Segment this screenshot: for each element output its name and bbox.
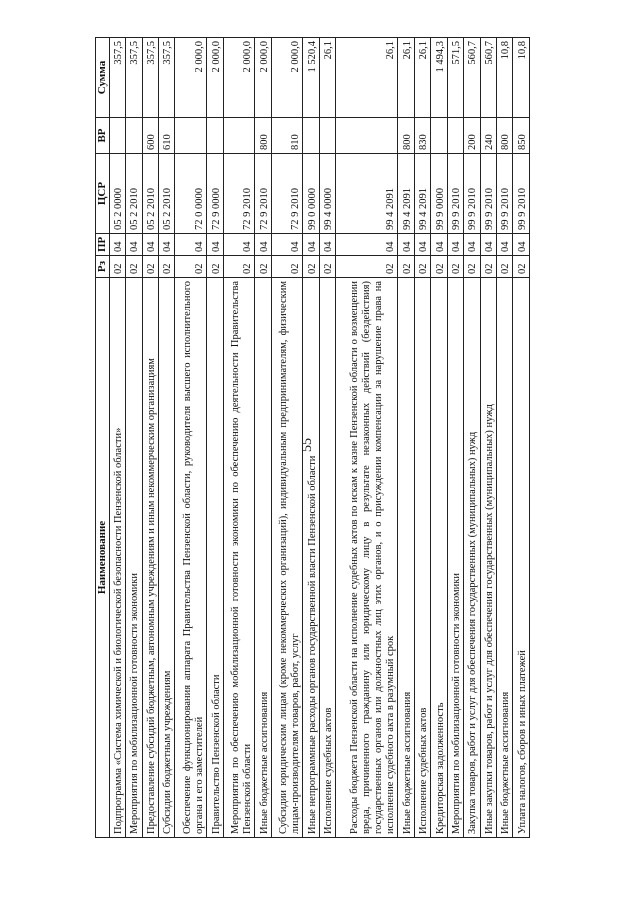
table-row (414, 38, 430, 838)
header-sum: Сумма (96, 38, 110, 118)
cell-name: Закупка товаров, работ и услуг для обеспечения государственных (муниципальных) нужд (464, 278, 480, 838)
cell-vr: 800 (255, 118, 271, 154)
cell-name: Исполнение судебных актов (414, 278, 430, 838)
header-rz: Рз (96, 256, 110, 278)
cell-rz: 02 (480, 256, 496, 278)
header-vr: ВР (96, 118, 110, 154)
cell-vr (447, 118, 463, 154)
cell-pr: 04 (255, 234, 271, 256)
cell-csr: 99 9 2010 (464, 154, 480, 234)
cell-vr: 800 (497, 118, 513, 154)
budget-table (95, 37, 530, 838)
table-row (513, 38, 530, 838)
table-row (109, 38, 125, 838)
cell-csr: 72 9 2010 (271, 154, 303, 234)
cell-sum: 357,5 (159, 38, 175, 118)
cell-name: Кредиторская задолженность (431, 278, 447, 838)
cell-vr: 800 (398, 118, 414, 154)
cell-csr: 72 9 0000 (207, 154, 223, 234)
cell-csr: 99 4 2091 (414, 154, 430, 234)
cell-sum: 2 000,0 (271, 38, 303, 118)
cell-pr: 04 (109, 234, 125, 256)
cell-name: Предоставление субсидий бюджетным, автономным учреждениям и иным некоммерческим организациям (142, 278, 158, 838)
cell-sum: 26,1 (414, 38, 430, 118)
cell-name: Иные бюджетные ассигнования (255, 278, 271, 838)
cell-pr: 04 (142, 234, 158, 256)
cell-pr: 04 (336, 234, 398, 256)
table-row (480, 38, 496, 838)
table-row (319, 38, 335, 838)
cell-name: Иные закупки товаров, работ и услуг для обеспечения государственных (муниципальных) нужд (480, 278, 496, 838)
cell-csr: 05 2 2010 (142, 154, 158, 234)
table-row (175, 38, 207, 838)
cell-pr: 04 (303, 234, 319, 256)
cell-pr: 04 (464, 234, 480, 256)
cell-pr: 04 (414, 234, 430, 256)
table-row (336, 38, 398, 838)
cell-rz: 02 (336, 256, 398, 278)
cell-rz: 02 (303, 256, 319, 278)
cell-rz: 02 (255, 256, 271, 278)
cell-rz: 02 (497, 256, 513, 278)
cell-name: Правительство Пензенской области (207, 278, 223, 838)
cell-rz: 02 (207, 256, 223, 278)
cell-pr: 04 (480, 234, 496, 256)
cell-sum: 1 520,4 (303, 38, 319, 118)
page-number: 55 (300, 438, 315, 452)
table-row (398, 38, 414, 838)
cell-rz: 02 (464, 256, 480, 278)
cell-rz: 02 (159, 256, 175, 278)
cell-rz: 02 (142, 256, 158, 278)
cell-vr: 610 (159, 118, 175, 154)
cell-name: Исполнение судебных актов (319, 278, 335, 838)
table-row (431, 38, 447, 838)
cell-csr: 99 4 2091 (336, 154, 398, 234)
cell-name: Уплата налогов, сборов и иных платежей (513, 278, 530, 838)
cell-csr: 72 9 2010 (223, 154, 255, 234)
cell-csr: 99 9 0000 (431, 154, 447, 234)
cell-name: Иные непрограммные расходы органов государственной власти Пензенской области (303, 278, 319, 838)
cell-pr: 04 (271, 234, 303, 256)
cell-vr: 850 (513, 118, 530, 154)
cell-sum: 560,7 (464, 38, 480, 118)
cell-pr: 04 (207, 234, 223, 256)
table-row (464, 38, 480, 838)
cell-sum: 26,1 (336, 38, 398, 118)
cell-pr: 04 (497, 234, 513, 256)
table-body (109, 38, 529, 838)
cell-rz: 02 (319, 256, 335, 278)
cell-sum: 2 000,0 (175, 38, 207, 118)
header-csr: ЦСР (96, 154, 110, 234)
cell-sum: 357,5 (142, 38, 158, 118)
cell-vr: 200 (464, 118, 480, 154)
cell-rz: 02 (271, 256, 303, 278)
header-pr: ПР (96, 234, 110, 256)
cell-name: Подпрограмма «Система химической и биологической безопасности Пензенской области» (109, 278, 125, 838)
cell-sum: 357,5 (126, 38, 142, 118)
table-row (207, 38, 223, 838)
table-row (255, 38, 271, 838)
cell-vr (223, 118, 255, 154)
cell-pr: 04 (223, 234, 255, 256)
cell-vr (431, 118, 447, 154)
cell-sum: 26,1 (319, 38, 335, 118)
cell-sum: 1 494,3 (431, 38, 447, 118)
cell-name: Расходы бюджета Пензенской области на исполнение судебных актов по искам к казне Пензенской области о возмещении вреда, причиненного гражданину или юридическому лицу в результате незаконных действий (бездействия) государственных органов или должностных лиц этих органов, и о присуждении компенсации за нарушение права на исполнение судебного акта в разумный срок (336, 278, 398, 838)
cell-rz: 02 (398, 256, 414, 278)
cell-pr: 04 (319, 234, 335, 256)
cell-vr: 600 (142, 118, 158, 154)
cell-csr: 99 4 0000 (319, 154, 335, 234)
cell-rz: 02 (223, 256, 255, 278)
cell-vr (175, 118, 207, 154)
cell-rz: 02 (126, 256, 142, 278)
cell-sum: 2 000,0 (207, 38, 223, 118)
cell-csr: 05 2 2010 (126, 154, 142, 234)
cell-rz: 02 (414, 256, 430, 278)
cell-name: Иные бюджетные ассигнования (398, 278, 414, 838)
cell-csr: 99 9 2010 (513, 154, 530, 234)
cell-pr: 04 (431, 234, 447, 256)
cell-vr: 810 (271, 118, 303, 154)
cell-vr (207, 118, 223, 154)
cell-sum: 10,8 (513, 38, 530, 118)
cell-pr: 04 (398, 234, 414, 256)
cell-rz: 02 (513, 256, 530, 278)
cell-pr: 04 (447, 234, 463, 256)
cell-rz: 02 (109, 256, 125, 278)
table-row (271, 38, 303, 838)
cell-name: Обеспечение функционирования аппарата Правительства Пензенской области, руководителя высшего исполнительного органа и его заместителей (175, 278, 207, 838)
cell-sum: 26,1 (398, 38, 414, 118)
cell-csr: 99 9 2010 (497, 154, 513, 234)
table-row (303, 38, 319, 838)
cell-pr: 04 (175, 234, 207, 256)
cell-pr: 04 (159, 234, 175, 256)
cell-vr (303, 118, 319, 154)
cell-csr: 72 0 0000 (175, 154, 207, 234)
table-row (447, 38, 463, 838)
cell-csr: 99 0 0000 (303, 154, 319, 234)
cell-csr: 99 4 2091 (398, 154, 414, 234)
table-header-row (96, 38, 110, 838)
cell-rz: 02 (175, 256, 207, 278)
table-row (223, 38, 255, 838)
cell-csr: 99 9 2010 (480, 154, 496, 234)
cell-name: Субсидии юридическим лицам (кроме некоммерческих организаций), индивидуальным предпринимателям, физическим лицам-производителям товаров, работ, услуг (271, 278, 303, 838)
cell-name: Мероприятия по мобилизационной готовности экономики (447, 278, 463, 838)
cell-sum: 2 000,0 (223, 38, 255, 118)
cell-csr: 05 2 0000 (109, 154, 125, 234)
cell-sum: 357,5 (109, 38, 125, 118)
table-row (159, 38, 175, 838)
cell-vr (109, 118, 125, 154)
cell-vr: 240 (480, 118, 496, 154)
cell-name: Мероприятия по обеспечению мобилизационной готовности экономики по обеспечению деятельности Правительства Пензенской области (223, 278, 255, 838)
cell-sum: 571,5 (447, 38, 463, 118)
cell-rz: 02 (431, 256, 447, 278)
cell-name: Субсидии бюджетным учреждениям (159, 278, 175, 838)
cell-csr: 72 9 2010 (255, 154, 271, 234)
cell-vr: 830 (414, 118, 430, 154)
cell-rz: 02 (447, 256, 463, 278)
cell-vr (126, 118, 142, 154)
cell-name: Иные бюджетные ассигнования (497, 278, 513, 838)
cell-pr: 04 (126, 234, 142, 256)
cell-vr (336, 118, 398, 154)
cell-csr: 99 9 2010 (447, 154, 463, 234)
cell-name: Мероприятия по мобилизационной готовности экономики (126, 278, 142, 838)
cell-sum: 10,8 (497, 38, 513, 118)
table-row (126, 38, 142, 838)
cell-csr: 05 2 2010 (159, 154, 175, 234)
cell-sum: 560,7 (480, 38, 496, 118)
cell-sum: 2 000,0 (255, 38, 271, 118)
header-name: Наименование (96, 278, 110, 838)
cell-vr (319, 118, 335, 154)
table-row (142, 38, 158, 838)
cell-pr: 04 (513, 234, 530, 256)
table-row (497, 38, 513, 838)
